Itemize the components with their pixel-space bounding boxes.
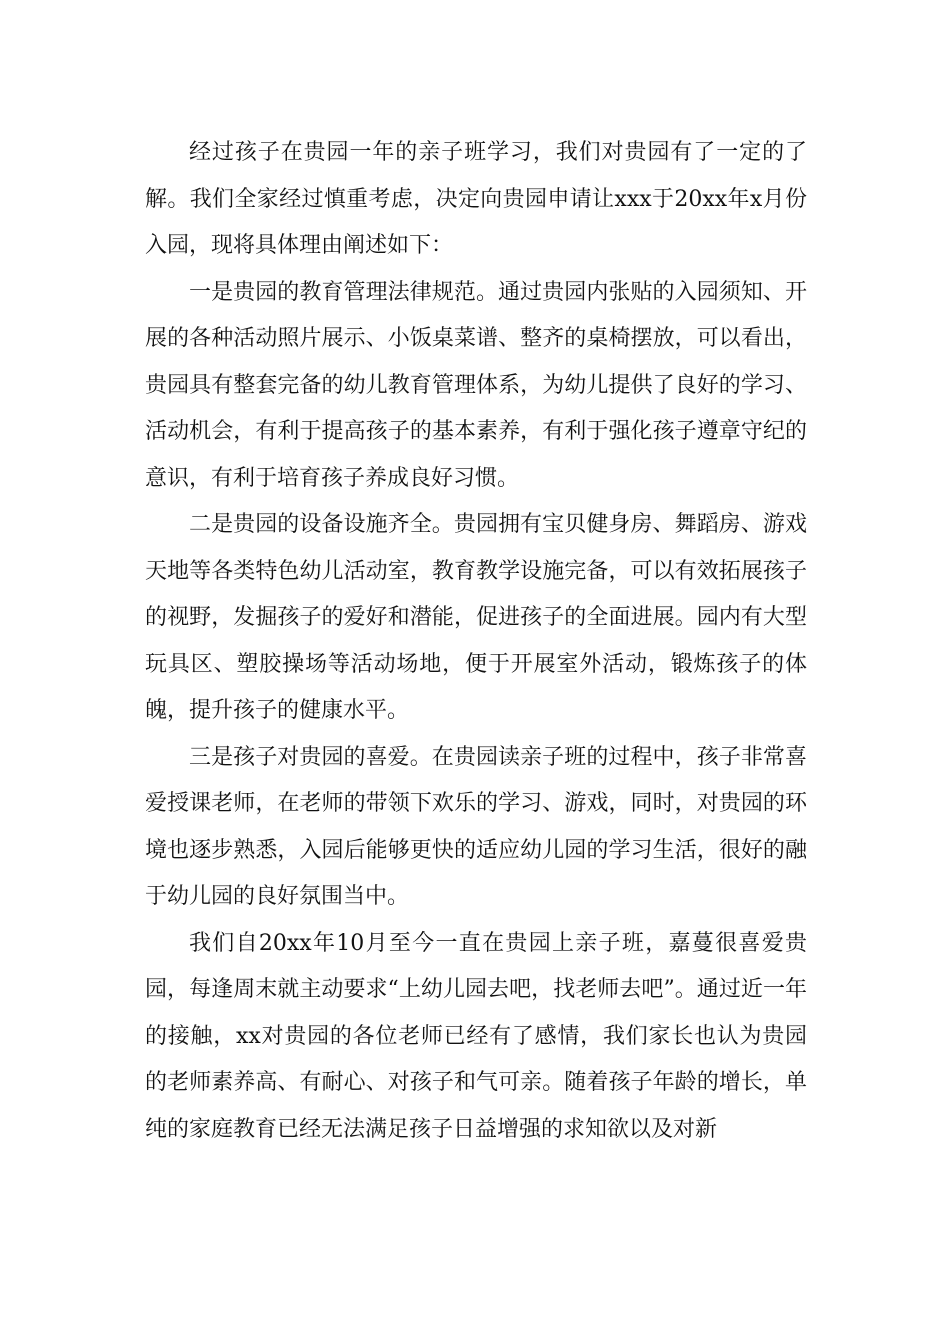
- paragraph-intro: 经过孩子在贵园一年的亲子班学习，我们对贵园有了一定的了解。我们全家经过慎重考虑，决定向贵园申请让xxx于20xx年x月份入园，现将具体理由阐述如下：: [145, 140, 807, 258]
- document-body: [145, 130, 807, 1153]
- paragraph-reason-one: 一是贵园的教育管理法律规范。通过贵园内张贴的入园须知、开展的各种活动照片展示、小饭桌菜谱、整齐的桌椅摆放，可以看出，贵园具有整套完备的幼儿教育管理体系，为幼儿提供了良好的学习、活动机会，有利于提高孩子的基本素养，有利于强化孩子遵章守纪的意识，有利于培育孩子养成良好习惯。: [145, 279, 807, 491]
- paragraph-reason-three: 三是孩子对贵园的喜爱。在贵园读亲子班的过程中，孩子非常喜爱授课老师，在老师的带领下欢乐的学习、游戏，同时，对贵园的环境也逐步熟悉，入园后能够更快的适应幼儿园的学习生活，很好的融于幼儿园的良好氛围当中。: [145, 744, 807, 909]
- paragraph-closing: 我们自20xx年10月至今一直在贵园上亲子班，嘉蔓很喜爱贵园，每逢周末就主动要求“上幼儿园去吧，找老师去吧”。通过近一年的接触，xx对贵园的各位老师已经有了感情，我们家长也认为贵园的老师素养高、有耐心、对孩子和气可亲。随着孩子年龄的增长，单纯的家庭教育已经无法满足孩子日益增强的求知欲以及对新: [145, 930, 807, 1142]
- paragraph-reason-two: 二是贵园的设备设施齐全。贵园拥有宝贝健身房、舞蹈房、游戏天地等各类特色幼儿活动室，教育教学设施完备，可以有效拓展孩子的视野，发掘孩子的爱好和潜能，促进孩子的全面进展。园内有大型玩具区、塑胶操场等活动场地，便于开展室外活动，锻炼孩子的体魄，提升孩子的健康水平。: [145, 512, 807, 723]
